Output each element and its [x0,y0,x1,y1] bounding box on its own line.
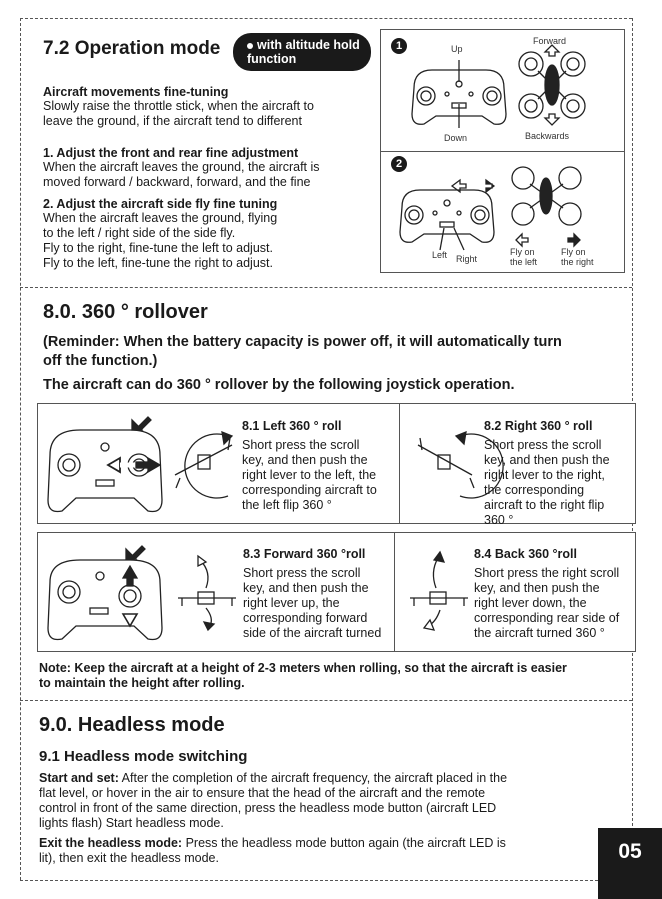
fine-tuning-heading: Aircraft movements fine-tuning [43,85,229,99]
roll-right-text: Short press the scroll key, and then push the right lever to the right, the corresponding aircraft to the right flip 360 ° [484,438,610,527]
label-fly-right: Fly on the right [561,247,594,267]
section-9-0-title: 9.0. Headless mode [39,714,225,736]
roll-forward-text: Short press the scroll key, and then push the right lever up, the corresponding forward side of the aircraft turned [243,566,382,640]
battery-reminder: (Reminder: When the battery capacity is power off, it will automatically turn off the function.) [43,334,562,369]
label-up: Up [451,44,463,54]
roll-left-text: Short press the scroll key, and then push the right lever to the left, the corresponding aircraft to the left flip 360 ° [242,438,377,512]
label-down: Down [444,133,468,143]
roll-back-text: Short press the right scroll key, and then push the right lever down, the corresponding rear side of the aircraft turned 360 ° [474,566,620,640]
side-fly-text: When the aircraft leaves the ground, flying to the left / right side of the side fly. Fly to the right, fine-tune the left to adjust. Fly to the left, fine-tune the right to adjust. [43,211,278,270]
headless-switching-subtitle: 9.1 Headless mode switching [39,748,248,765]
label-right: Right [456,254,478,264]
fine-tuning-text: Slowly raise the throttle stick, when the aircraft to leave the ground, if the aircraft tend to different [43,99,314,128]
front-rear-heading: 1. Adjust the front and rear fine adjustment [43,146,299,160]
roll-right-block [484,419,634,528]
diagram-1-badge: 1 [391,38,407,54]
altitude-hold-badge: with altitude hold function [233,33,371,71]
roll-left-block [242,419,392,513]
rolling-height-note: Note: Keep the aircraft at a height of 2-3 meters when rolling, so that the aircraft is easier to maintain the height after rolling. [39,661,567,690]
label-backwards: Backwards [525,131,570,141]
roll-left-heading: 8.1 Left 360 ° roll [242,419,342,433]
side-fly-heading: 2. Adjust the aircraft side fly fine tuning [43,197,278,211]
section-8-0-title: 8.0. 360 ° rollover [43,301,208,323]
headless-start-text: Start and set: After the completion of the aircraft frequency, the aircraft placed in the flat level, or hover in the air to ensure that the head of the aircraft and the remote control in front of the same direction, press the headless mode button (aircraft LED lights flash) Start headless mode. [39,771,508,830]
page-number: 05 [598,828,662,899]
label-forward: Forward [533,36,567,46]
roll-right-heading: 8.2 Right 360 ° roll [484,419,593,433]
headless-exit-text: Exit the headless mode: Press the headless mode button again (the aircraft LED is lit), then exit the headless mode. [39,836,506,865]
label-left: Left [432,250,448,260]
diagram-2-badge: 2 [391,156,407,172]
label-fly-left: Fly on the left [510,247,538,267]
roll-back-heading: 8.4 Back 360 °roll [474,547,577,561]
rollover-intro: The aircraft can do 360 ° rollover by the following joystick operation. [43,377,515,393]
roll-back-block [474,547,634,641]
roll-forward-heading: 8.3 Forward 360 °roll [243,547,366,561]
front-rear-text: When the aircraft leaves the ground, the aircraft is moved forward / backward, forward, and the fine [43,160,320,189]
roll-forward-block [243,547,393,641]
section-7-2-title: 7.2 Operation mode [43,38,221,59]
